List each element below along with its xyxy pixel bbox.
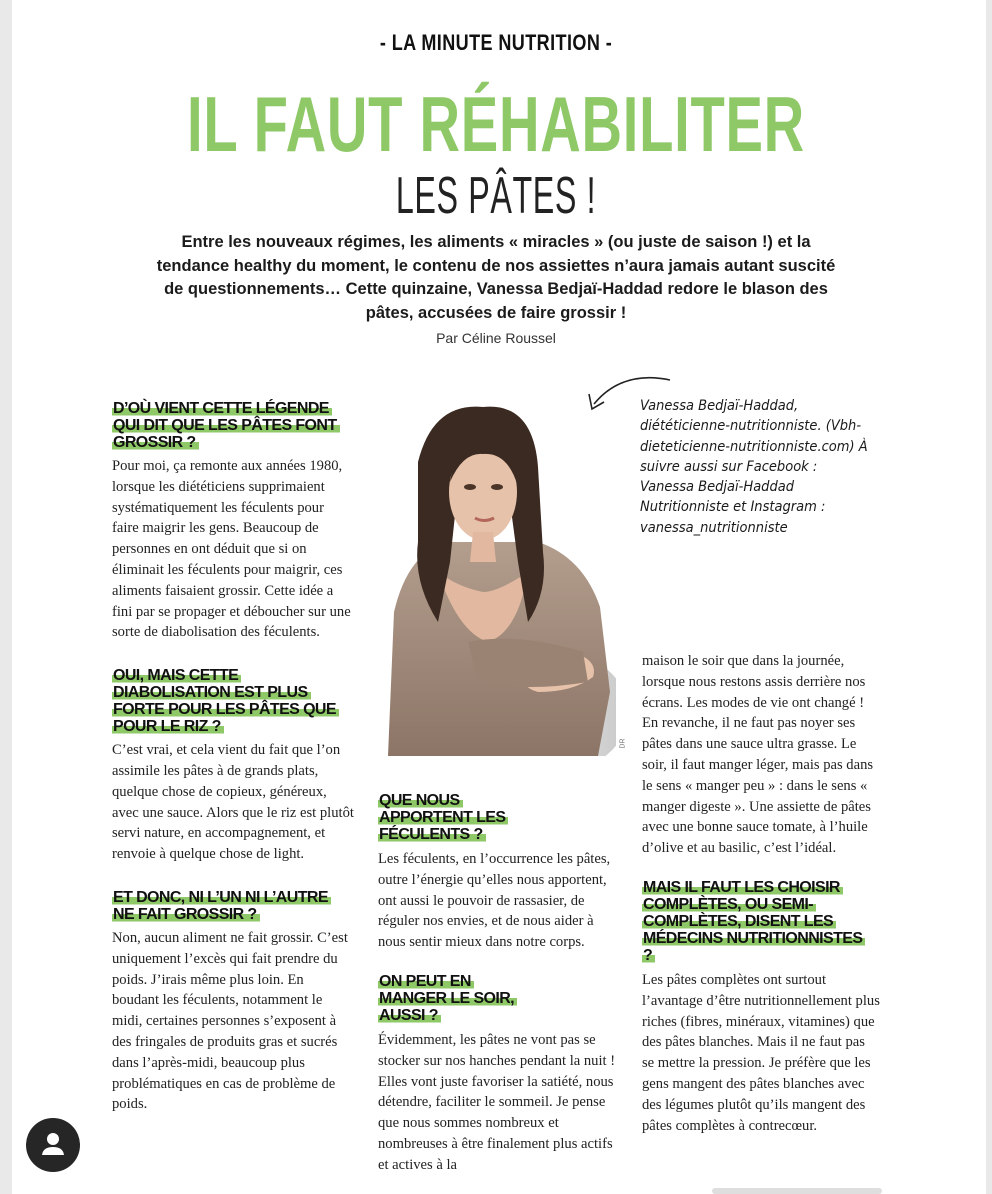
question-heading: OUI, MAIS CETTE DIABOLISATION EST PLUS FORTE POUR LES PÂTES QUE POUR LE RIZ ? — [112, 667, 352, 735]
portrait-illustration — [378, 392, 616, 756]
subheadline: LES PÂTES ! — [395, 167, 597, 225]
photo-caption: Vanessa Bedjaï-Haddad, diététicienne-nutritionniste. (Vbh-dieteticienne-nutritionniste.com) À suivre aussi sur Facebook : Vanessa Bedjaï-Haddad Nutritionniste et Instagram : vanessa_nutritionniste — [640, 398, 868, 536]
answer-text-continued: maison le soir que dans la journée, lorsque nous restons assis derrière nos écrans. Les modes de vie ont changé ! En revanche, il ne faut pas noyer ses pâtes dans une sauce ultra grasse. Le soir, il faut manger léger, mais pas dans le sens « manger peu » : dans le sens « manger digeste ». Une assiette de pâtes avec une bonne sauce tomate, à l’huile d’olive et au basilic, c’est l’idéal. — [642, 653, 874, 857]
profile-button[interactable] — [26, 1118, 80, 1172]
question-heading: ON PEUT EN MANGER LE SOIR, AUSSI ? — [378, 973, 538, 1024]
byline: Par Céline Roussel — [436, 330, 556, 346]
column-middle — [378, 792, 618, 1176]
portrait-photo — [378, 392, 616, 756]
answer-text: Les pâtes complètes ont surtout l’avantage d’être nutritionnellement plus riches (fibres, minéraux, vitamines) que des pâtes blanches. Mais il ne faut pas se mettre la pression. Je préfère que les gens mangent des pâtes blanches avec des légumes plutôt qu’ils mangent des pâtes complètes à contrecœur. — [642, 971, 880, 1134]
question-heading: ET DONC, NI L’UN NI L’AUTRE NE FAIT GROSSIR ? — [112, 889, 332, 923]
answer-text: C’est vrai, et cela vient du fait que l’on assimile les pâtes à de grands plats, quelque chose de copieux, généreux, avec une sauce. Alors que le riz est plutôt servi nature, en accompagnement, et renvoie à quelque chose de light. — [112, 742, 354, 863]
answer-text: Pour moi, ça remonte aux années 1980, lorsque les diététiciens supprimaient systématiquement les féculents pour faire maigrir les gens. Beaucoup de personnes en ont déduit que si on éliminait les féculents pour maigrir, ces aliments faisaient grossir. Cette idée a fini par se propager et déboucher sur une sorte de diabolisation des féculents. — [112, 458, 351, 641]
scroll-indicator — [712, 1188, 882, 1194]
column-left — [112, 400, 360, 1115]
standfirst: Entre les nouveaux régimes, les aliments « miracles » (ou juste de saison !) et la tendance healthy du moment, le contenu de nos assiettes n’aura jamais autant suscité de questionnements… Cette quinzaine, Vanessa Bedjaï-Haddad redore le blason des pâtes, accusées de faire grossir ! — [156, 233, 836, 322]
question-heading: D’OÙ VIENT CETTE LÉGENDE QUI DIT QUE LES PÂTES FONT GROSSIR ? — [112, 400, 342, 451]
person-icon — [26, 1118, 80, 1172]
answer-text: Évidemment, les pâtes ne vont pas se stocker sur nos hanches pendant la nuit ! Elles vont juste favoriser la satiété, nous détendre, faciliter le sommeil. Je pense que nous sommes nombreux et nombreuses à être finalement plus actifs et actives à la — [378, 1031, 616, 1173]
question-heading: QUE NOUS APPORTENT LES FÉCULENTS ? — [378, 792, 548, 843]
column-right — [642, 651, 882, 1136]
answer-text: Les féculents, en l’occurrence les pâtes, outre l’énergie qu’elles nous apportent, ont aussi le pouvoir de rassasier, de réguler nos envies, et de nous aider à nous sentir mieux dans notre corps. — [378, 851, 611, 951]
photo-credit: DR — [619, 738, 627, 749]
answer-text: Non, aucun aliment ne fait grossir. C’est uniquement l’excès qui fait prendre du poids. J’irais même plus loin. En boudant les féculents, notamment le midi, certaines personnes s’exposent à des fringales de produits gras et sucrés dans l’après-midi, beaucoup plus problématiques en cas de problème de poids. — [112, 929, 348, 1113]
section-rubric: - LA MINUTE NUTRITION - — [379, 30, 613, 55]
headline: IL FAUT RÉHABILITER — [187, 80, 805, 168]
question-heading: MAIS IL FAUT LES CHOISIR COMPLÈTES, OU SEMI-COMPLÈTES, DISENT LES MÉDECINS NUTRITIONNISTES ? — [642, 879, 867, 964]
